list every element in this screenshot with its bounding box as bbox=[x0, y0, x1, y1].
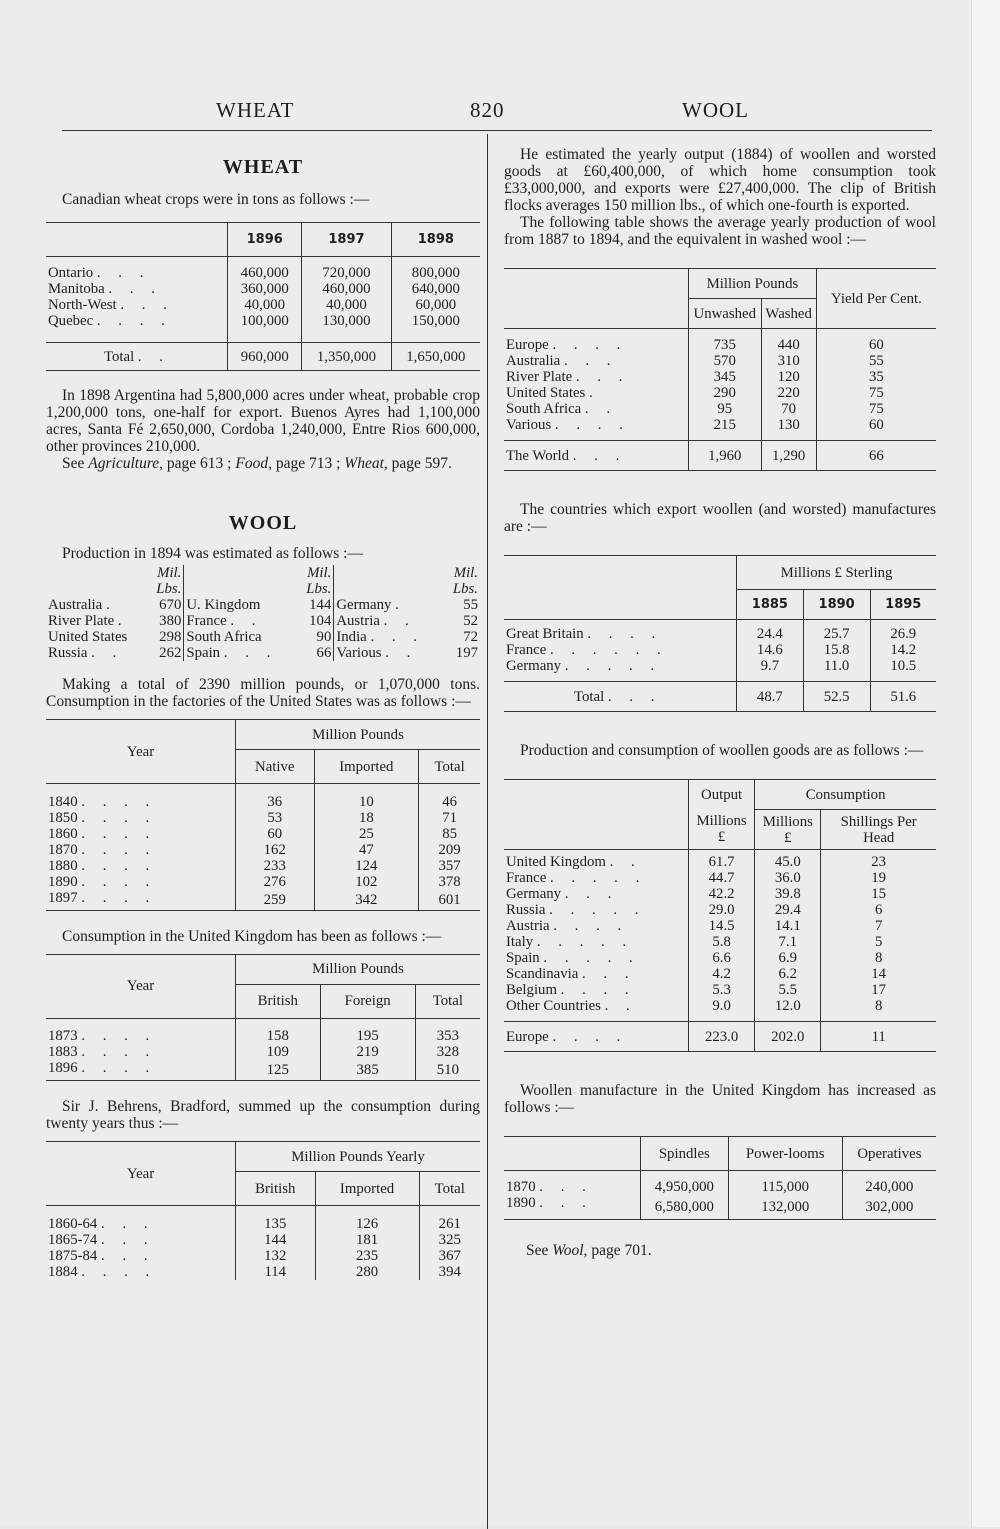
pc-row: Italy . . . . . 5.8 7.1 5 bbox=[504, 934, 936, 950]
column-rule bbox=[487, 134, 488, 1529]
wheat-col-1897: 1897 bbox=[302, 223, 391, 257]
us-row: 1870 . . . . 162 47 209 bbox=[46, 842, 480, 858]
production-row: Russia . . 262 Spain . . . 66 Various . . 197 bbox=[48, 645, 478, 661]
pc-row: Austria . . . . 14.5 14.1 7 bbox=[504, 918, 936, 934]
page-edge bbox=[971, 0, 1000, 1527]
manufacture-intro: Woollen manufacture in the United Kingdom has increased as follows :— bbox=[504, 1082, 936, 1116]
uk-row: 1873 . . . . 158 195 353 bbox=[46, 1028, 480, 1044]
production-1894-table: Mil. Lbs. Mil. Lbs. Mil. Lbs. Australia . 670 U. Kingdom 144 Germany . 55 River Plate . 380 France . . 104 Austria . . 52 United States 298 South Africa 90 India . . . 72 Russia . . 262 Spain . . . 66 Various . . 197 bbox=[48, 565, 478, 661]
yield-row: Europe . . . . 735 440 60 bbox=[504, 337, 936, 353]
wheat-row: Manitoba . . . 360,000 460,000 640,000 bbox=[46, 281, 480, 297]
pc-row: Scandinavia . . . 4.2 6.2 14 bbox=[504, 966, 936, 982]
uk-consumption-intro: Consumption in the United Kingdom has been as follows :— bbox=[62, 927, 442, 945]
us-row: 1860 . . . . 60 25 85 bbox=[46, 826, 480, 842]
wheat-stub-head bbox=[46, 223, 228, 257]
wheat-see-also: See Agriculture, page 613 ; Food, page 713 ; Wheat, page 597. bbox=[62, 455, 452, 472]
us-row: 1897 . . . . 259 342 601 bbox=[46, 890, 480, 911]
behrens-row: 1875-84 . . . 132 235 367 bbox=[46, 1248, 480, 1264]
behrens-row: 1865-74 . . . 144 181 325 bbox=[46, 1232, 480, 1248]
manufacture-row: 1870 . . . 4,950,000 115,000 240,000 bbox=[504, 1179, 936, 1195]
export-row: Germany . . . . . 9.7 11.0 10.5 bbox=[504, 658, 936, 674]
wool-title: WOOL bbox=[228, 512, 298, 534]
manufacture-table: Spindles Power-looms Operatives 1870 . . . 4,950,000 115,000 240,000 1890 . . . 6,580,000 132,000 302,000 bbox=[504, 1136, 936, 1220]
behrens-row: 1860-64 . . . 135 126 261 bbox=[46, 1216, 480, 1232]
us-row: 1880 . . . . 233 124 357 bbox=[46, 858, 480, 874]
export-table: Millions £ Sterling 1885 1890 1895 Great Britain . . . . 24.4 25.7 26.9 France . . . . . . 14.6 15.8 14.2 Germany . . . . . 9.7 11.0 10.5 Total . . . 48.7 52.5 51.6 bbox=[504, 555, 936, 712]
export-intro: The countries which export woollen (and worsted) manufactures are :— bbox=[504, 501, 936, 535]
wheat-total-row: Total . . 960,000 1,350,000 1,650,000 bbox=[46, 343, 480, 371]
yield-row: Australia . . . 570 310 55 bbox=[504, 353, 936, 369]
export-row: France . . . . . . 14.6 15.8 14.2 bbox=[504, 642, 936, 658]
pc-row: Other Countries . . 9.0 12.0 8 bbox=[504, 998, 936, 1014]
left-column bbox=[46, 156, 480, 1280]
production-intro: Production in 1894 was estimated as follows :— bbox=[62, 545, 363, 562]
behrens-table: Year Million Pounds Yearly British Imported Total 1860-64 . . . 135 126 261 1865-74 . . . 144 181 325 1875-84 . . . 132 235 367 1884 . . . . 114 280 394 bbox=[46, 1141, 480, 1280]
behrens-row: 1884 . . . . 114 280 394 bbox=[46, 1264, 480, 1280]
us-row: 1850 . . . . 53 18 71 bbox=[46, 810, 480, 826]
production-row: United States 298 South Africa 90 India . . . 72 bbox=[48, 629, 478, 645]
pc-row: Germany . . . 42.2 39.8 15 bbox=[504, 886, 936, 902]
wheat-col-1898: 1898 bbox=[391, 223, 480, 257]
wheat-row: Ontario . . . 460,000 720,000 800,000 bbox=[46, 265, 480, 281]
wheat-col-1896: 1896 bbox=[228, 223, 302, 257]
pc-row: Spain . . . . . 6.6 6.9 8 bbox=[504, 950, 936, 966]
page-number: 820 bbox=[470, 98, 505, 122]
yield-row: United States . 290 220 75 bbox=[504, 385, 936, 401]
uk-consumption-table: Year Million Pounds British Foreign Total 1873 . . . . 158 195 353 1883 . . . . 109 219 328 1896 . . . . 125 385 510 bbox=[46, 954, 480, 1082]
right-column bbox=[504, 146, 936, 1259]
yield-row: River Plate . . . 345 120 35 bbox=[504, 369, 936, 385]
running-head-right: WOOL bbox=[682, 98, 749, 122]
running-head-left: WHEAT bbox=[216, 98, 295, 122]
wheat-row: Quebec . . . . 100,000 130,000 150,000 bbox=[46, 313, 480, 329]
us-row: 1890 . . . . 276 102 378 bbox=[46, 874, 480, 890]
wool-see-also: See Wool, page 701. bbox=[526, 1241, 652, 1259]
yield-intro: The following table shows the average yearly production of wool from 1887 to 1894, and the equivalent in washed wool :— bbox=[504, 214, 936, 248]
production-row: River Plate . 380 France . . 104 Austria . . 52 bbox=[48, 613, 478, 629]
argentina-paragraph: In 1898 Argentina had 5,800,000 acres under wheat, probable crop 1,200,000 tons, one-half for export. Buenos Ayres had 1,100,000 acres, Santa Fé 2,650,000, Cordoba 1,240,000, Entre Rios 600,000, other provinces 210,000. bbox=[46, 387, 480, 455]
header-rule bbox=[62, 130, 932, 131]
production-consumption-table: Output Consumption Millions £ Millions £ Shillings Per Head United Kingdom . . 61.7 45.0 23 France . . . . . 44.7 36.0 19 Germany . . . 42.2 39.8 15 Russia . . . . . 29.0 29.4 6 Austria . . . . 14.5 14.1 7 Italy . . . . . 5.8 7.1 5 Spain . . . . . 6.6 6.9 8 Scandinavia . . . 4.2 6.2 14 Belgium . . . . 5.3 5.5 17 Other Countries . . 9.0 12.0 8 Europe . . . . 223.0 202.0 11 bbox=[504, 779, 936, 1052]
production-consumption-intro: Production and consumption of woollen goods are as follows :— bbox=[520, 742, 924, 759]
wheat-intro: Canadian wheat crops were in tons as follows :— bbox=[62, 191, 370, 208]
us-row: 1840 . . . . 36 10 46 bbox=[46, 794, 480, 810]
manufacture-row: 1890 . . . 6,580,000 132,000 302,000 bbox=[504, 1195, 936, 1220]
pc-row: Russia . . . . . 29.0 29.4 6 bbox=[504, 902, 936, 918]
uk-row: 1896 . . . . 125 385 510 bbox=[46, 1060, 480, 1081]
making-total-paragraph: Making a total of 2390 million pounds, or 1,070,000 tons. Consumption in the factories of the United States was as follows :— bbox=[46, 676, 480, 710]
wheat-table bbox=[46, 222, 480, 371]
yield-row: South Africa . . 95 70 75 bbox=[504, 401, 936, 417]
wheat-title: WHEAT bbox=[222, 156, 304, 178]
pc-europe-row: Europe . . . . 223.0 202.0 11 bbox=[504, 1022, 936, 1052]
yield-row: Various . . . . 215 130 60 bbox=[504, 417, 936, 433]
yield-table: Million Pounds Yield Per Cent. Unwashed Washed Europe . . . . 735 440 60 Australia . . . 570 310 55 River Plate . . . 345 120 35 United States . 290 220 75 South Africa . . 95 70 75 Various . . . . 215 130 60 The World . . . 1,960 1,290 66 bbox=[504, 268, 936, 471]
pc-row: United Kingdom . . 61.7 45.0 23 bbox=[504, 854, 936, 870]
pc-row: Belgium . . . . 5.3 5.5 17 bbox=[504, 982, 936, 998]
production-row: Australia . 670 U. Kingdom 144 Germany . 55 bbox=[48, 597, 478, 613]
output-paragraph: He estimated the yearly output (1884) of woollen and worsted goods at £60,400,000, of which home consumption took £33,000,000, and exports were £27,400,000. The clip of British flocks averages 150 million lbs., of which one-fourth is exported. bbox=[504, 146, 936, 214]
pc-row: France . . . . . 44.7 36.0 19 bbox=[504, 870, 936, 886]
wheat-row: North-West . . . 40,000 40,000 60,000 bbox=[46, 297, 480, 313]
export-row: Great Britain . . . . 24.4 25.7 26.9 bbox=[504, 626, 936, 642]
yield-world-row: The World . . . 1,960 1,290 66 bbox=[504, 441, 936, 471]
export-total-row: Total . . . 48.7 52.5 51.6 bbox=[504, 682, 936, 712]
uk-row: 1883 . . . . 109 219 328 bbox=[46, 1044, 480, 1060]
behrens-intro: Sir J. Behrens, Bradford, summed up the consumption during twenty years thus :— bbox=[46, 1098, 480, 1132]
us-consumption-table: Year Million Pounds Native Imported Total 1840 . . . . 36 10 46 1850 . . . . 53 18 71 1860 . . . . 60 25 85 1870 . . . . 162 47 209 1880 . . . . 233 124 357 1890 . . . . 276 102 378 1897 . . . . 259 342 601 bbox=[46, 719, 480, 911]
